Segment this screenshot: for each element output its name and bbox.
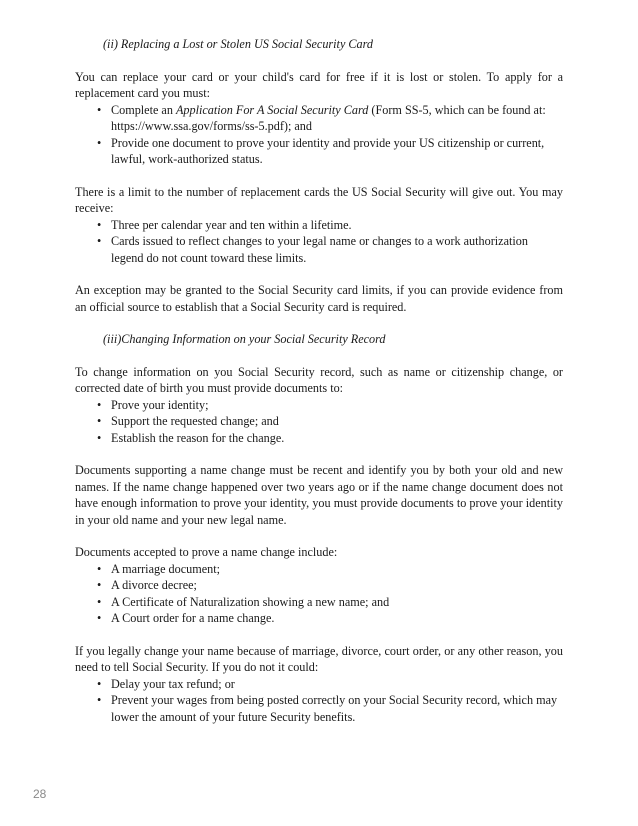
accepted-intro: Documents accepted to prove a name change include: — [75, 545, 338, 559]
list-item: • Provide one document to prove your identity and provide your US citizenship or current, lawful, work-authorized status. — [97, 135, 563, 168]
form-title: Application For A Social Security Card — [175, 102, 369, 117]
accepted-documents-block — [75, 544, 563, 627]
legal-change-intro: If you legally change your name because of marriage, divorce, court order, or any other reason, you need to tell Social Security. If you do not it could: — [75, 643, 563, 674]
list-item: • Three per calendar year and ten within a lifetime. — [97, 217, 563, 234]
page-number: 28 — [33, 787, 47, 801]
list-item: • Support the requested change; and — [97, 413, 563, 430]
change-info-block — [75, 364, 563, 447]
consequences-list — [75, 676, 563, 726]
list-item: • Cards issued to reflect changes to your legal name or changes to a work authorization legend do not count toward these limits. — [97, 233, 563, 266]
change-info-intro: To change information on you Social Security record, such as name or citizenship change, or corrected date of birth you must provide documents to: — [75, 364, 563, 395]
limits-intro: There is a limit to the number of replacement cards the US Social Security will give out. You may receive: — [75, 184, 563, 215]
exception-block — [75, 282, 563, 315]
list-item: • Prevent your wages from being posted correctly on your Social Security record, which may lower the amount of your future Security benefits. — [97, 692, 563, 725]
documents-note-block — [75, 462, 563, 528]
replacement-instructions — [75, 69, 563, 168]
replacement-steps-list — [75, 102, 563, 168]
list-item: • Prove your identity; — [97, 397, 563, 414]
accepted-documents-list — [75, 561, 563, 627]
section-heading-replacing-card: (ii) Replacing a Lost or Stolen US Social Security Card — [103, 37, 374, 51]
exception-paragraph: An exception may be granted to the Social Security card limits, if you can provide evidence from an official source to establish that a Social Security card is required. — [75, 283, 563, 314]
limits-list — [75, 217, 563, 267]
replacement-intro: You can replace your card or your child's card for free if it is lost or stolen. To apply for a replacement card you must: — [75, 69, 563, 100]
documents-note: Documents supporting a name change must be recent and identify you by both your old and new names. If the name change happened over two years ago or if the name change document does not have enough information to prove your identity, you must provide documents to prove your identity in your old name and your new legal name. — [75, 463, 563, 527]
purposes-list — [75, 397, 563, 447]
list-item: • A Certificate of Naturalization showing a new name; and — [97, 594, 563, 611]
step-text-before: Complete an — [111, 102, 176, 117]
list-item: • Delay your tax refund; or — [97, 676, 563, 693]
document-page — [75, 36, 563, 741]
list-item: • A marriage document; — [97, 561, 563, 578]
legal-change-block — [75, 643, 563, 726]
replacement-limits — [75, 184, 563, 267]
section-heading-changing-info: (iii)Changing Information on your Social Security Record — [103, 332, 386, 346]
list-item: • Establish the reason for the change. — [97, 430, 563, 447]
step-text-after: (Form SS-5, which can be found at: https://www.ssa.gov/forms/ss-5.pdf); and — [111, 102, 546, 133]
list-item: • A divorce decree; — [97, 577, 563, 594]
list-item: • A Court order for a name change. — [97, 610, 563, 627]
list-item — [97, 102, 563, 135]
